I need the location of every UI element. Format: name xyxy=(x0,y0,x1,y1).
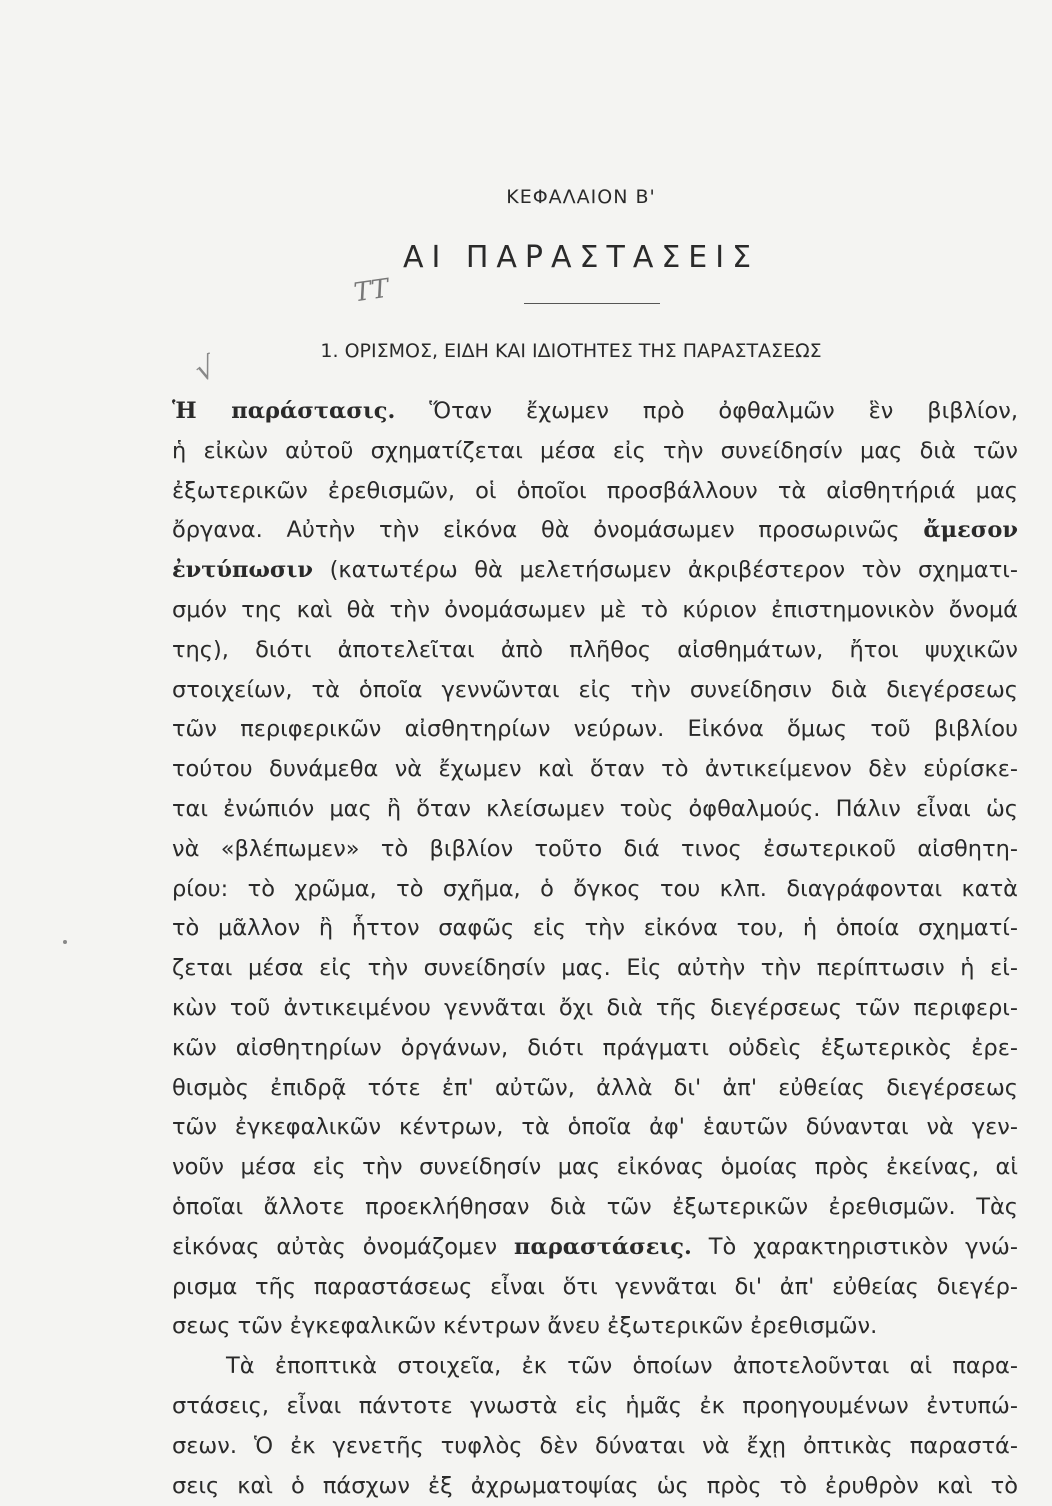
text-line: ἡ εἰκὼν αὐτοῦ σχηματίζεται μέσα εἰς τὴν συνείδησίν μας διὰ τῶν xyxy=(172,437,1018,464)
text-line: στάσεις, εἶναι πάντοτε γνωστὰ εἰς ἡμᾶς ἐκ προηγουμένων ἐντυπώ- xyxy=(172,1392,1018,1419)
text-line: σεως τῶν ἐγκεφαλικῶν κέντρων ἄνευ ἐξωτερικῶν ἐρεθισμῶν. xyxy=(172,1313,878,1340)
text-line: σεων. Ὁ ἐκ γενετῆς τυφλὸς δὲν δύναται νὰ ἔχῃ ὀπτικὰς παραστά- xyxy=(172,1432,1018,1459)
text-line xyxy=(172,551,1018,591)
text-line: τῶν ἐγκεφαλικῶν κέντρων, τὰ ὁποῖα ἀφ' ἑαυτῶν δύνανται νὰ γεν- xyxy=(172,1114,1018,1141)
paper-speck xyxy=(63,940,67,944)
text-line: ρισμα τῆς παραστάσεως εἶναι ὅτι γεννᾶται δι' ἀπ' εὐθείας διεγέρ- xyxy=(172,1273,1018,1300)
section-heading: 1. ΟΡΙΣΜΟΣ, ΕΙΔΗ ΚΑΙ ΙΔΙΟΤΗΤΕΣ ΤΗΣ ΠΑΡΑΣΤΑΣΕΩΣ xyxy=(320,340,822,362)
text-line: σμόν της καὶ θὰ τὴν ὀνομάσωμεν μὲ τὸ κύριον ἐπιστημονικὸν ὄνομά xyxy=(172,596,1018,623)
text-line: κῶν αἰσθητηρίων ὀργάνων, διότι πράγματι οὐδεὶς ἐξωτερικὸς ἐρε- xyxy=(172,1034,1018,1061)
text-line: ται ἐνώπιόν μας ἢ ὅταν κλείσωμεν τοὺς ὀφθαλμούς. Πάλιν εἶναι ὡς xyxy=(172,795,1018,822)
text-span: εἰκόνας αὐτὰς ὀνομάζομεν xyxy=(172,1233,515,1260)
term-bold: ἄμεσον xyxy=(923,517,1018,544)
term-bold: ἐντύπωσιν xyxy=(172,557,314,584)
text-line: στοιχείων, τὰ ὁποῖα γεννῶνται εἰς τὴν συνείδησιν διὰ διεγέρσεως xyxy=(172,676,1018,703)
text-line: ὁποῖαι ἄλλοτε προεκλήθησαν διὰ τῶν ἐξωτερικῶν ἐρεθισμῶν. Τὰς xyxy=(172,1193,1018,1220)
text-line: τῶν περιφερικῶν αἰσθητηρίων νεύρων. Εἰκόνα ὅμως τοῦ βιβλίου xyxy=(172,716,1018,743)
title-rule xyxy=(524,303,660,304)
text-span: ὄργανα. Αὐτὴν τὴν εἰκόνα θὰ ὀνομάσωμεν προσωρινῶς xyxy=(172,517,924,544)
text-line: ρίου: τὸ χρῶμα, τὸ σχῆμα, ὁ ὄγκος του κλπ. διαγράφονται κατὰ xyxy=(172,875,1018,902)
handwritten-checkmark: √ xyxy=(190,349,221,390)
text-line: νοῦν μέσα εἰς τὴν συνείδησίν μας εἰκόνας ὁμοίας πρὸς ἐκείνας, αἱ xyxy=(172,1154,1018,1181)
text-line: θισμὸς ἐπιδρᾷ τότε ἐπ' αὐτῶν, ἀλλὰ δι' ἀπ' εὐθείας διεγέρσεως xyxy=(172,1074,1018,1101)
handwritten-mark: ΤΤ xyxy=(352,273,391,309)
body-text xyxy=(172,392,1018,1506)
text-line: κὼν τοῦ ἀντικειμένου γεννᾶται ὄχι διὰ τῆς διεγέρσεως τῶν περιφερι- xyxy=(172,994,1018,1021)
chapter-title: ΑΙ ΠΑΡΑΣΤΑΣΕΙΣ xyxy=(402,240,760,275)
chapter-heading: ΚΕΦΑΛΑΙΟΝ Β' xyxy=(506,186,656,208)
text-span: Τὸ χαρακτηριστικὸν γνώ- xyxy=(691,1233,1018,1260)
text-line: τὸ μᾶλλον ἢ ἧττον σαφῶς εἰς τὴν εἰκόνα του, ἡ ὁποία σχηματί- xyxy=(172,915,1018,942)
text-line: Τὰ ἐποπτικὰ στοιχεῖα, ἐκ τῶν ὁποίων ἀποτελοῦνται αἱ παρα- xyxy=(226,1353,1018,1380)
text-line xyxy=(172,511,1018,551)
term-bold: Ἡ παράστασις. xyxy=(172,398,396,424)
term-bold: παραστάσεις. xyxy=(514,1233,692,1260)
text-line xyxy=(172,392,1018,432)
text-line: ζεται μέσα εἰς τὴν συνείδησίν μας. Εἰς αὐτὴν τὴν περίπτωσιν ἡ εἰ- xyxy=(172,955,1018,982)
text-line xyxy=(172,1228,1018,1268)
text-line: νὰ «βλέπωμεν» τὸ βιβλίον τοῦτο διά τινος ἐσωτερικοῦ αἰσθητη- xyxy=(172,835,1018,862)
text-span: (κατωτέρω θὰ μελετήσωμεν ἀκριβέστερον τὸν σχηματι- xyxy=(313,557,1018,584)
text-span: Ὅταν ἔχωμεν πρὸ ὀφθαλμῶν ἓν βιβλίον, xyxy=(395,398,1018,424)
text-line: σεις καὶ ὁ πάσχων ἐξ ἀχρωματοψίας ὡς πρὸς τὸ ἐρυθρὸν καὶ τὸ xyxy=(172,1472,1018,1499)
text-line: ἐξωτερικῶν ἐρεθισμῶν, οἱ ὁποῖοι προσβάλλουν τὰ αἰσθητήριά μας xyxy=(172,477,1018,504)
text-line: τούτου δυνάμεθα νὰ ἔχωμεν καὶ ὅταν τὸ ἀντικείμενον δὲν εὑρίσκε- xyxy=(172,756,1018,783)
text-line: της), διότι ἀποτελεῖται ἀπὸ πλῆθος αἰσθημάτων, ἤτοι ψυχικῶν xyxy=(172,636,1018,663)
